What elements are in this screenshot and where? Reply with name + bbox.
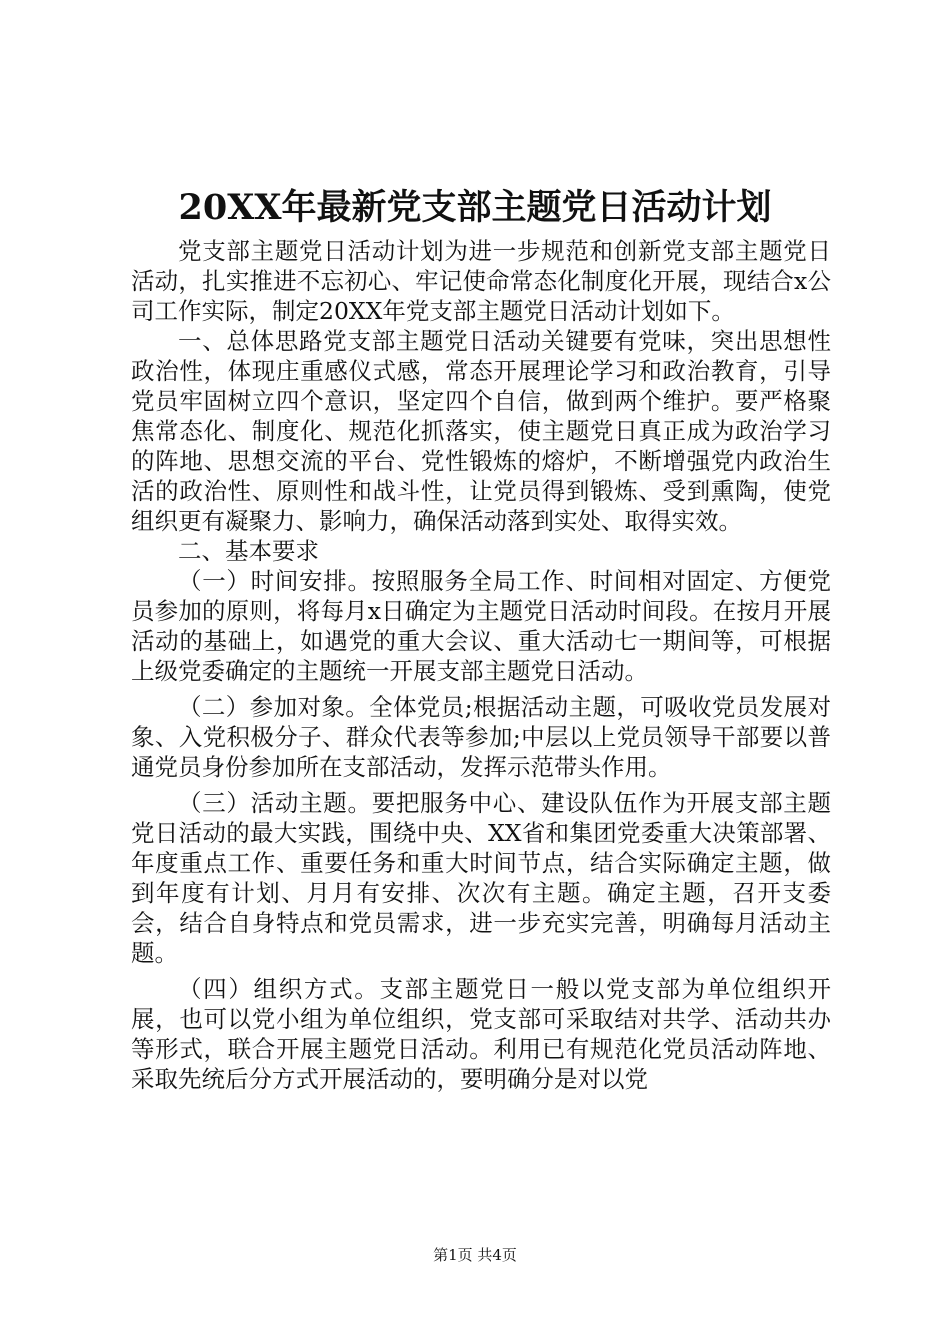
section-heading-basic-requirements: 二、基本要求 — [178, 537, 319, 565]
paragraph-overall-approach: 一、总体思路党支部主题党日活动关键要有党味，突出思想性政治性，体现庄重感仪式感，常态开展理论学习和政治教育，引导党员牢固树立四个意识，坚定四个自信，做到两个维护。要严格聚焦常态化、制度化、规范化抓落实，使主题党日真正成为政治学习的阵地、思想交流的平台、党性锻炼的熔炉，不断增强党内政治生活的政治性、原则性和战斗性，让党员得到锻炼、受到熏陶，使党组织更有凝聚力、影响力，确保活动落到实处、取得实效。 — [131, 327, 831, 535]
paragraph-organization-method: （四）组织方式。支部主题党日一般以党支部为单位组织开展，也可以党小组为单位组织，党支部可采取结对共学、活动共办等形式，联合开展主题党日活动。利用已有规范化党员活动阵地、采取先统后分方式开展活动的，要明确分是对以党 — [131, 975, 831, 1093]
paragraph-intro: 党支部主题党日活动计划为进一步规范和创新党支部主题党日活动，扎实推进不忘初心、牢记使命常态化制度化开展，现结合x公司工作实际，制定20XX年党支部主题党日活动计划如下。 — [131, 237, 831, 325]
document-title: 20XX年最新党支部主题党日活动计划 — [178, 187, 772, 228]
document-body — [131, 236, 831, 1094]
paragraph-activity-theme: （三）活动主题。要把服务中心、建设队伍作为开展支部主题党日活动的最大实践，围绕中央、XX省和集团党委重大决策部署、年度重点工作、重要任务和重大时间节点，结合实际确定主题，做到年度有计划、月月有安排、次次有主题。确定主题，召开支委会，结合自身特点和党员需求，进一步充实完善，明确每月活动主题。 — [131, 789, 831, 967]
page-number-footer: 第1页 共4页 — [433, 1246, 517, 1264]
paragraph-participants: （二）参加对象。全体党员;根据活动主题，可吸收党员发展对象、入党积极分子、群众代表等参加;中层以上党员领导干部要以普通党员身份参加所在支部活动，发挥示范带头作用。 — [131, 693, 831, 781]
paragraph-time-arrangement: （一）时间安排。按照服务全局工作、时间相对固定、方便党员参加的原则，将每月x日确定为主题党日活动时间段。在按月开展活动的基础上，如遇党的重大会议、重大活动七一期间等，可根据上级党委确定的主题统一开展支部主题党日活动。 — [131, 567, 831, 685]
